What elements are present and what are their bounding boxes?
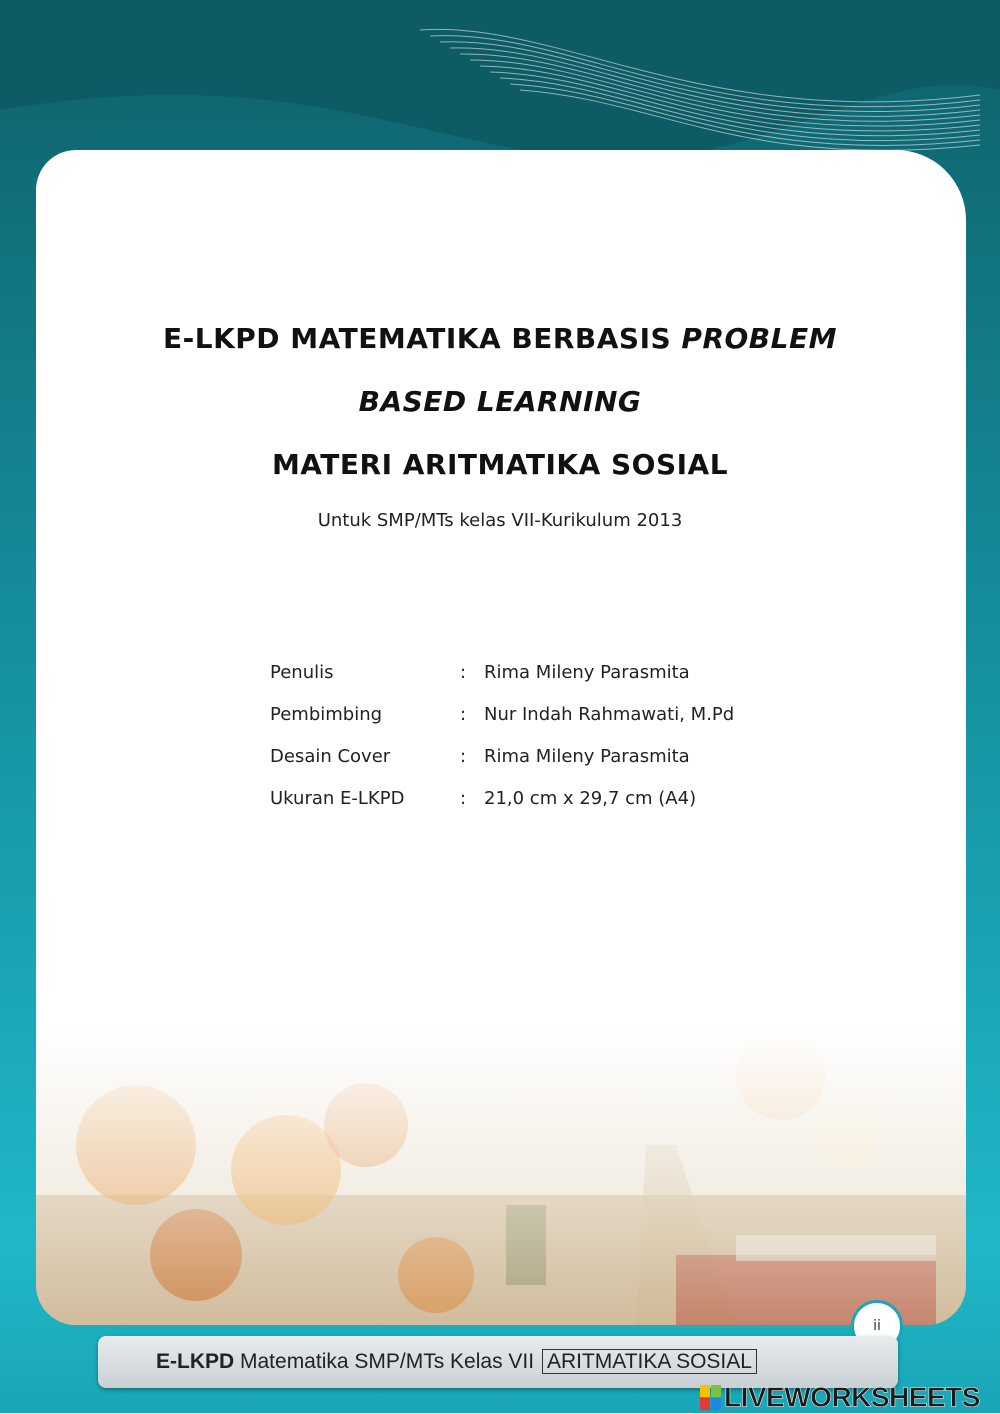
credits-value: 21,0 cm x 29,7 cm (A4): [484, 788, 697, 809]
credits-colon: :: [460, 662, 467, 683]
subtitle: Untuk SMP/MTs kelas VII-Kurikulum 2013: [317, 510, 683, 531]
footer-bold-label: E-LKPD: [156, 1350, 235, 1373]
page-number: ii: [851, 1300, 903, 1352]
title-line-1-prefix: E-LKPD MATEMATIKA BERBASIS: [163, 322, 672, 355]
credits-colon: :: [460, 746, 467, 767]
market-umbrella-illustration: [36, 1025, 966, 1325]
credits-colon: :: [460, 788, 467, 809]
liveworksheets-logo-icon: [700, 1385, 722, 1411]
title-line-2: BASED LEARNING: [358, 385, 642, 418]
footer-middle-label: Matematika SMP/MTs Kelas VII: [234, 1350, 540, 1373]
credits-label: Ukuran E-LKPD: [270, 788, 405, 809]
credits-label: Penulis: [270, 662, 334, 683]
credits-label: Desain Cover: [270, 746, 391, 767]
footer-topic-label: ARITMATIKA SOSIAL: [542, 1349, 757, 1374]
credits-colon: :: [460, 704, 467, 725]
title-line-3: MATERI ARITMATIKA SOSIAL: [271, 448, 729, 481]
title-line-1-italic: PROBLEM: [681, 322, 837, 355]
credits-label: Pembimbing: [270, 704, 383, 725]
credits-value: Rima Mileny Parasmita: [484, 746, 690, 767]
credits-value: Rima Mileny Parasmita: [484, 662, 690, 683]
liveworksheets-watermark: [700, 1380, 980, 1413]
credits-value: Nur Indah Rahmawati, M.Pd: [484, 704, 735, 725]
liveworksheets-text: LIVEWORKSHEETS: [724, 1381, 980, 1413]
footer-text: [156, 1350, 757, 1374]
title-line-1: [0, 322, 1000, 355]
